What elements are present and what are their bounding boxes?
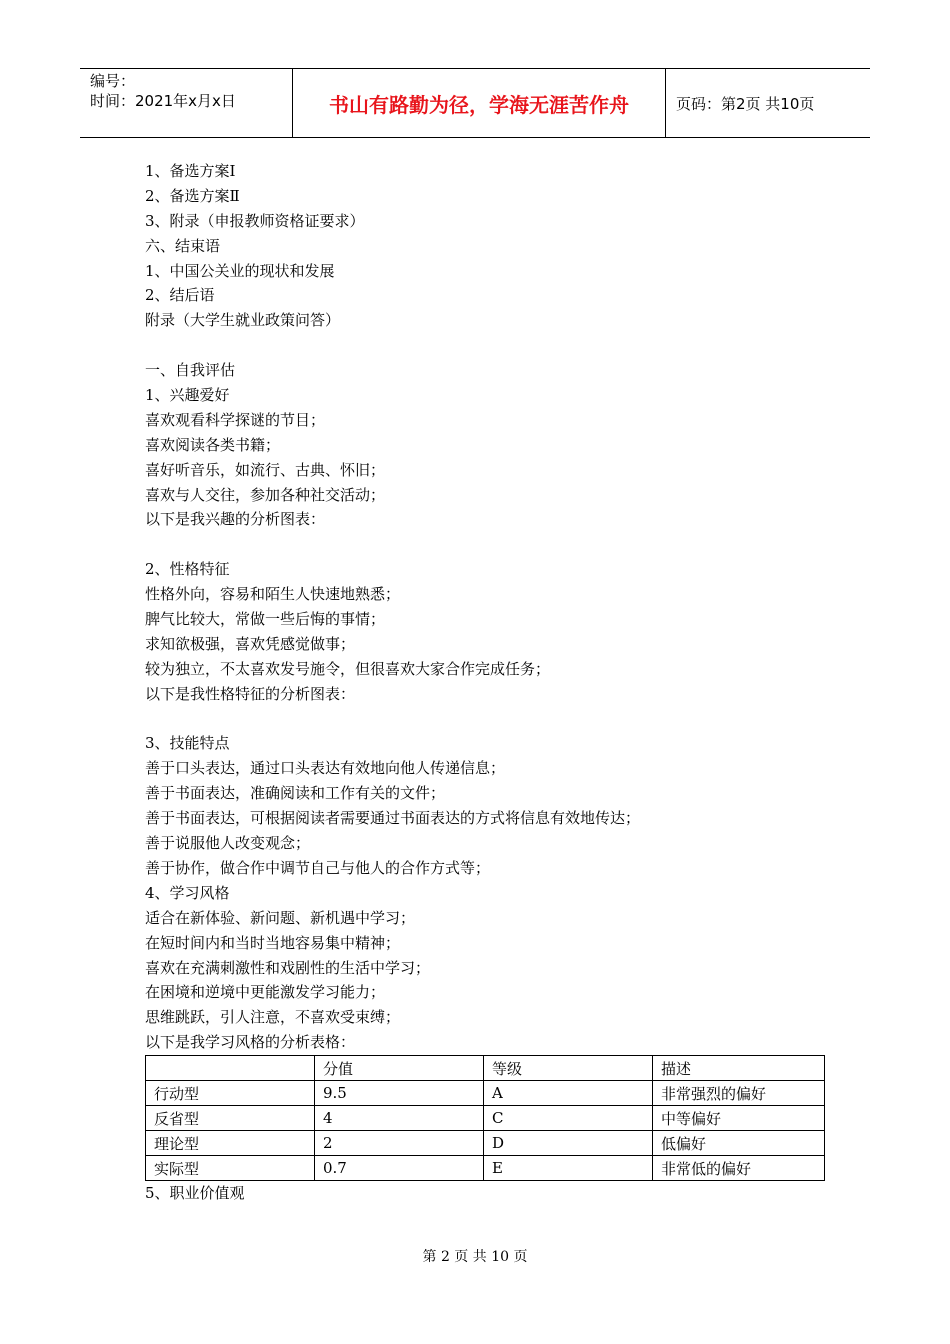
text-line: 善于口头表达，通过口头表达有效地向他人传递信息；	[145, 759, 506, 778]
text-line: 脾气比较大，常做一些后悔的事情；	[145, 610, 386, 629]
text-line: 在困境和逆境中更能激发学习能力；	[145, 983, 386, 1002]
table-cell: 4	[315, 1106, 484, 1131]
table-cell: 非常低的偏好	[653, 1156, 825, 1181]
text-line: 2、结后语	[145, 286, 215, 305]
number-label: 编号：	[90, 72, 136, 90]
text-line: 一、自我评估	[145, 361, 236, 380]
text-line: 喜欢与人交往，参加各种社交活动；	[145, 485, 386, 504]
text-line: 较为独立，不太喜欢发号施令，但很喜欢大家合作完成任务；	[145, 659, 551, 678]
table-cell: 行动型	[146, 1081, 315, 1106]
text-line: 善于说服他人改变观念；	[145, 834, 311, 853]
table-header-cell	[146, 1056, 315, 1081]
text-line: 3、附录（申报教师资格证要求）	[145, 211, 365, 230]
text-line: 以下是我兴趣的分析图表：	[145, 510, 326, 529]
text-line: 1、备选方案Ⅰ	[145, 162, 236, 180]
time-label: 时间：2021年x月x日	[90, 92, 236, 110]
table-cell: A	[484, 1081, 653, 1106]
text-line: 以下是我学习风格的分析表格：	[145, 1033, 356, 1052]
text-line: 思维跳跃，引人注意，不喜欢受束缚；	[145, 1008, 401, 1027]
table-cell: 低偏好	[653, 1131, 825, 1156]
table-cell: 2	[315, 1131, 484, 1156]
document-body	[145, 159, 845, 1206]
blank-line	[145, 707, 845, 732]
blank-line	[145, 333, 845, 358]
table-cell: 反省型	[146, 1106, 315, 1131]
text-line: 2、性格特征	[145, 560, 230, 579]
text-line: 1、中国公关业的现状和发展	[145, 261, 335, 280]
header-meta	[80, 69, 293, 137]
table-cell: C	[484, 1106, 653, 1131]
table-row	[146, 1106, 825, 1131]
text-line: 求知欲极强，喜欢凭感觉做事；	[145, 634, 356, 653]
section-title-career-values: 5、职业价值观	[145, 1184, 245, 1203]
table-header-cell: 描述	[653, 1056, 825, 1081]
table-header-cell: 分值	[315, 1056, 484, 1081]
text-line: 喜欢在充满刺激性和戏剧性的生活中学习；	[145, 958, 431, 977]
text-line: 喜欢阅读各类书籍；	[145, 435, 281, 454]
text-line: 六、结束语	[145, 236, 221, 255]
table-header-cell: 等级	[484, 1056, 653, 1081]
text-line: 附录（大学生就业政策问答）	[145, 311, 341, 330]
table-cell: 实际型	[146, 1156, 315, 1181]
text-line: 以下是我性格特征的分析图表：	[145, 684, 356, 703]
page-header	[80, 68, 870, 138]
blank-line	[145, 532, 845, 557]
text-line: 性格外向，容易和陌生人快速地熟悉；	[145, 585, 401, 604]
text-line: 善于协作，做合作中调节自己与他人的合作方式等；	[145, 858, 491, 877]
table-cell: 0.7	[315, 1156, 484, 1181]
text-line: 在短时间内和当时当地容易集中精神；	[145, 933, 401, 952]
table-cell: E	[484, 1156, 653, 1181]
table-cell: 非常强烈的偏好	[653, 1081, 825, 1106]
text-line: 善于书面表达，可根据阅读者需要通过书面表达的方式将信息有效地传达；	[145, 809, 641, 828]
table-header-row	[146, 1056, 825, 1081]
table-cell: 中等偏好	[653, 1106, 825, 1131]
page-footer: 第 2 页 共 10 页	[422, 1249, 528, 1265]
body-lines	[145, 159, 845, 1055]
text-line: 1、兴趣爱好	[145, 386, 230, 405]
text-line: 善于书面表达，准确阅读和工作有关的文件；	[145, 784, 446, 803]
learning-style-table	[145, 1055, 825, 1181]
text-line: 3、技能特点	[145, 734, 230, 753]
text-line: 4、学习风格	[145, 883, 230, 902]
text-line: 适合在新体验、新问题、新机遇中学习；	[145, 908, 416, 927]
text-line: 2、备选方案Ⅱ	[145, 186, 240, 205]
table-cell: 理论型	[146, 1131, 315, 1156]
text-line: 喜好听音乐，如流行、古典、怀旧；	[145, 460, 386, 479]
table-cell: 9.5	[315, 1081, 484, 1106]
table-row	[146, 1131, 825, 1156]
table-row	[146, 1156, 825, 1181]
header-page-info: 页码：第2页 共10页	[676, 94, 815, 113]
table-cell: D	[484, 1131, 653, 1156]
table-row	[146, 1081, 825, 1106]
text-line: 喜欢观看科学探谜的节目；	[145, 410, 326, 429]
header-motto: 书山有路勤为径，学海无涯苦作舟	[293, 69, 666, 137]
